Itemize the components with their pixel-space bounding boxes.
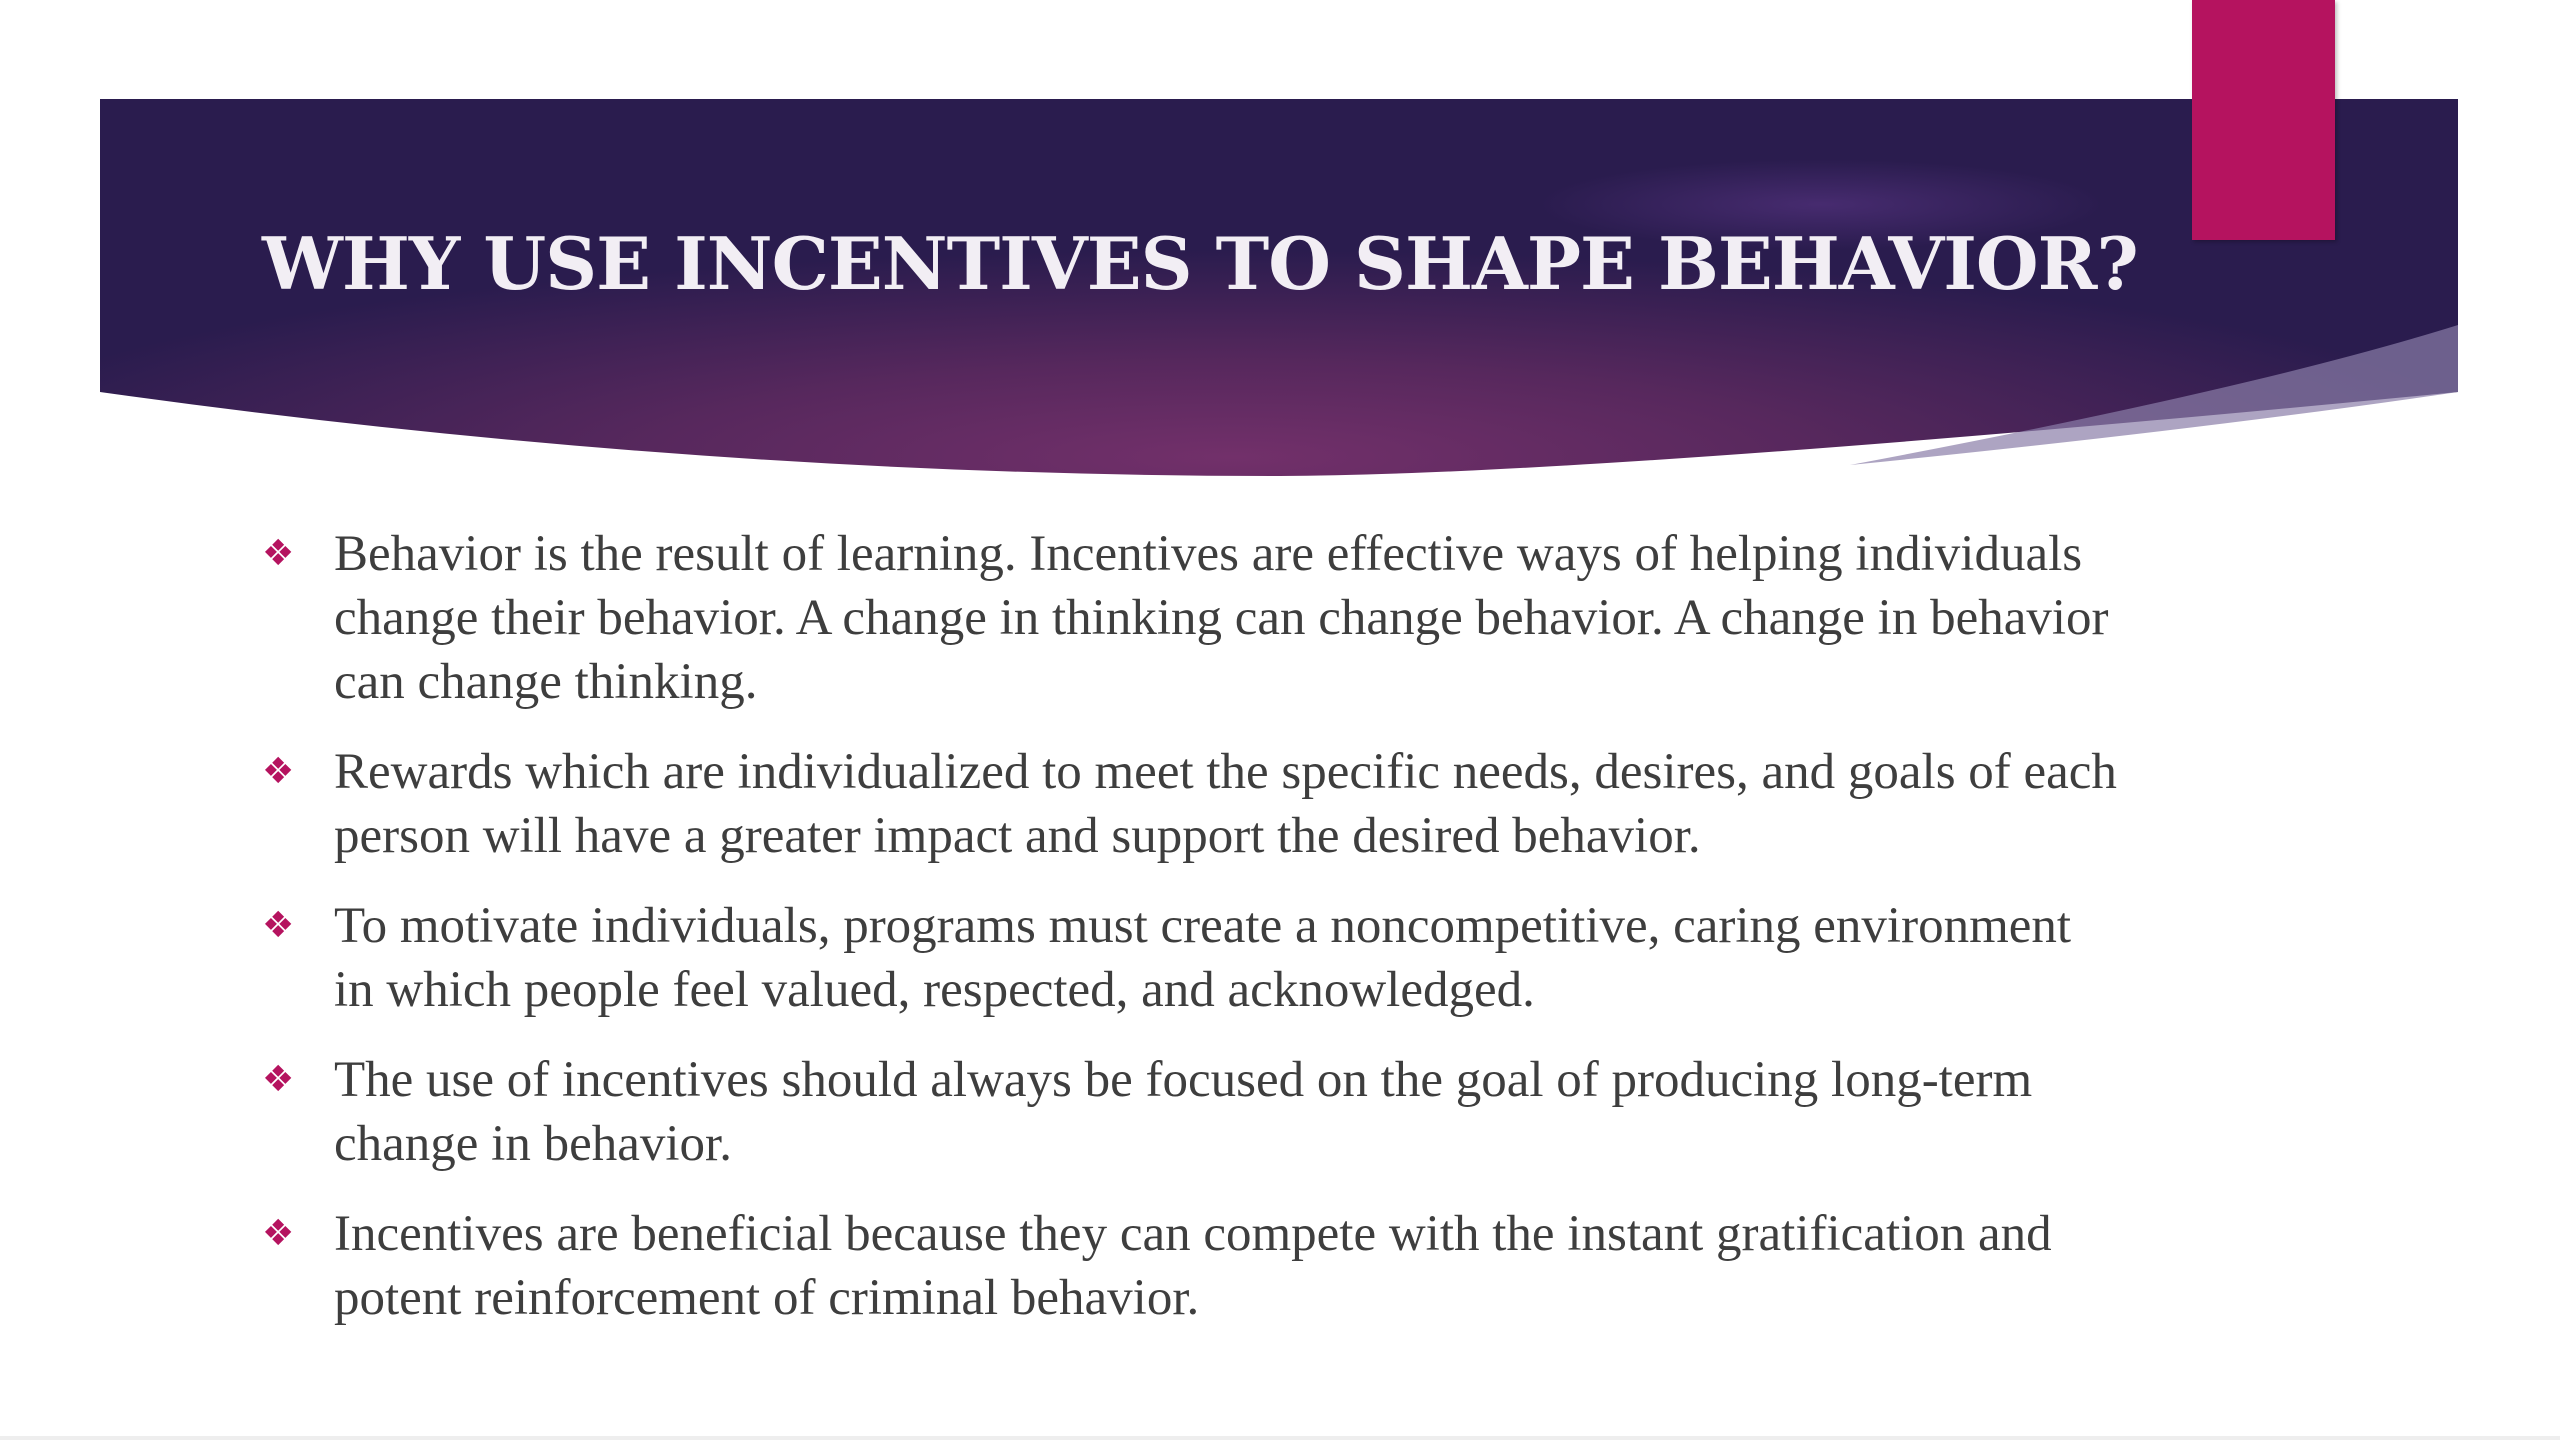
bullet-item (262, 1048, 2122, 1176)
four-diamond-icon: ❖ (262, 1059, 295, 1100)
bullet-item (262, 740, 2122, 868)
four-diamond-icon: ❖ (262, 751, 295, 792)
bullet-item (262, 1202, 2122, 1330)
four-diamond-icon: ❖ (262, 533, 295, 574)
bullet-item (262, 894, 2122, 1022)
bullet-text: The use of incentives should always be focused on the goal of producing long-term change in behavior. (334, 1052, 2033, 1172)
four-diamond-icon: ❖ (262, 905, 295, 946)
bottom-divider (0, 1436, 2560, 1440)
bullet-item (262, 522, 2122, 714)
bullet-text: Rewards which are individualized to meet the specific needs, desires, and goals of each person will have a greater impact and support the desired behavior. (334, 744, 2117, 864)
accent-tab (2192, 0, 2335, 240)
bullet-text: Behavior is the result of learning. Incentives are effective ways of helping individuals change their behavior. A change in thinking can change behavior. A change in behavior can change thinking. (334, 526, 2109, 710)
bullet-list (262, 522, 2122, 1356)
four-diamond-icon: ❖ (262, 1213, 295, 1254)
slide-title: WHY USE INCENTIVES TO SHAPE BEHAVIOR? (262, 221, 2138, 306)
bullet-text: To motivate individuals, programs must create a noncompetitive, caring environment in which people feel valued, respected, and acknowledged. (334, 898, 2072, 1018)
bullet-text: Incentives are beneficial because they can compete with the instant gratification and potent reinforcement of criminal behavior. (334, 1206, 2052, 1326)
